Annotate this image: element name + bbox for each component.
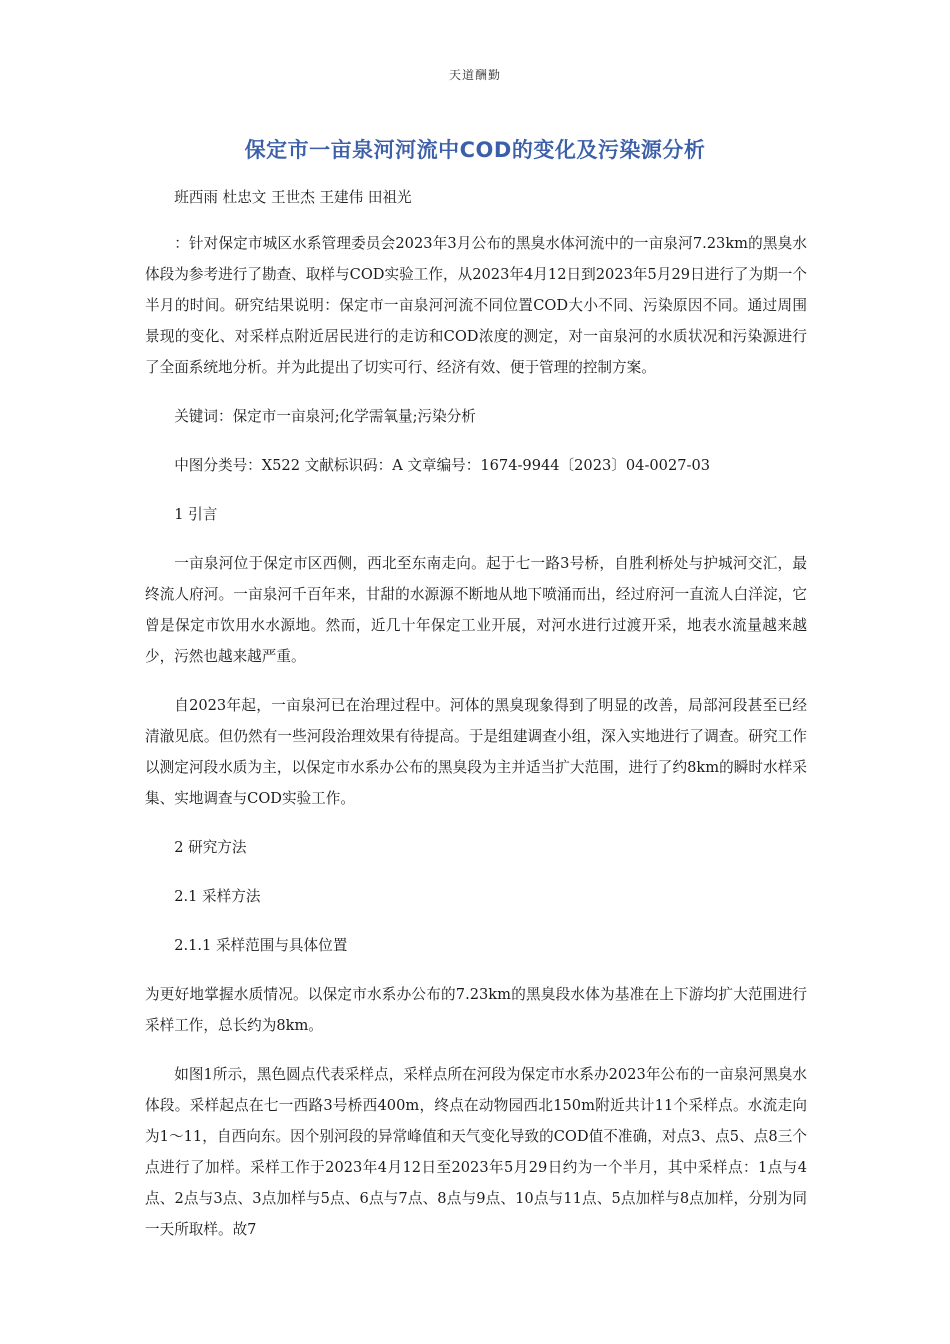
author-list: 班西雨 杜忠文 王世杰 王建伟 田祖光 (174, 189, 412, 206)
body-paragraph: 为更好地掌握水质情况。以保定市水系办公布的7.23km的黑臭段水体为基准在上下游均扩大范围进行采样工作，总长约为8km。 (145, 986, 807, 1034)
section-heading-methods: 2 研究方法 (174, 839, 247, 856)
section-heading-introduction: 1 引言 (174, 506, 218, 523)
body-paragraph: 自2023年起，一亩泉河已在治理过程中。河体的黑臭现象得到了明显的改善，局部河段甚至已经清澈见底。但仍然有一些河段治理效果有待提高。于是组建调查小组，深入实地进行了调查。研究工作以测定河段水质为主，以保定市水系办公布的黑臭段为主并适当扩大范围，进行了约8km的瞬时水样采集、实地调查与COD实验工作。 (145, 697, 807, 807)
body-paragraph: 一亩泉河位于保定市区西侧，西北至东南走向。起于七一路3号桥，自胜利桥处与护城河交汇，最终流人府河。一亩泉河千百年来，甘甜的水源源不断地从地下喷涌而出，经过府河一直流人白洋淀，它曾是保定市饮用水水源地。然而，近几十年保定工业开展，对河水进行过渡开采，地表水流量越来越少，污然也越来越严重。 (145, 555, 807, 665)
subsubsection-heading-sampling-range: 2.1.1 采样范围与具体位置 (174, 937, 348, 954)
header-watermark-text: 天道酬勤 (448, 68, 501, 82)
article-title: 保定市一亩泉河河流中COD的变化及污染源分析 (244, 138, 706, 162)
article-body (145, 182, 807, 1263)
subsection-heading-sampling: 2.1 采样方法 (174, 888, 261, 905)
keywords-line: 关键词：保定市一亩泉河;化学需氧量;污染分析 (174, 408, 476, 425)
classification-line: 中图分类号：X522 文献标识码：A 文章编号：1674-9944〔2023〕04-0027-03 (174, 457, 711, 474)
body-paragraph: 如图1所示，黑色圆点代表采样点，采样点所在河段为保定市水系办2023年公布的一亩泉河黑臭水体段。采样起点在七一西路3号桥西400m，终点在动物园西北150m附近共计11个采样点。水流走向为1～11，自西向东。因个别河段的异常峰值和天气变化导致的COD值不准确，对点3、点5、点8三个点进行了加样。采样工作于2023年4月12日至2023年5月29日约为一个半月，其中采样点：1点与4点、2点与3点、3点加样与5点、6点与7点、8点与9点、10点与11点、5点加样与8点加样，分别为同一天所取样。故7 (145, 1066, 807, 1238)
abstract-paragraph: ：针对保定市城区水系管理委员会2023年3月公布的黑臭水体河流中的一亩泉河7.23km的黑臭水体段为参考进行了勘查、取样与COD实验工作，从2023年4月12日到2023年5月29日进行了为期一个半月的时间。研究结果说明：保定市一亩泉河河流不同位置COD大小不同、污染原因不同。通过周围景现的变化、对采样点附近居民进行的走访和COD浓度的测定，对一亩泉河的水质状况和污染源进行了全面系统地分析。并为此提出了切实可行、经济有效、便于管理的控制方案。 (145, 235, 807, 376)
